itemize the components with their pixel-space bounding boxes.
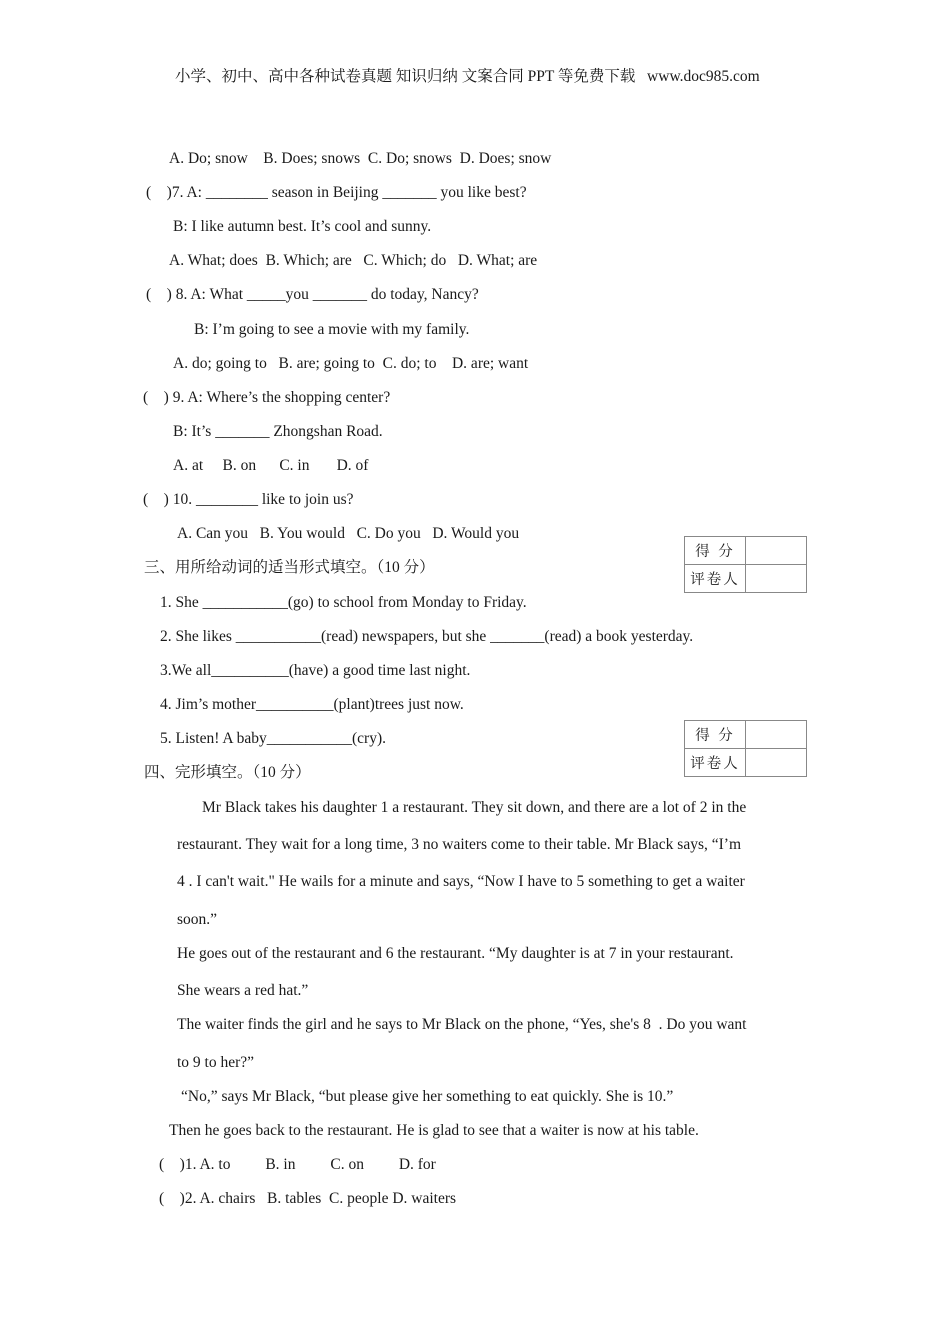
cloze-p5: Then he goes back to the restaurant. He is glad to see that a waiter is now at his table. bbox=[169, 1122, 699, 1139]
q6-options: A. Do; snow B. Does; snows C. Do; snows D. Does; snow bbox=[169, 150, 552, 167]
cloze-p2-line1: He goes out of the restaurant and 6 the restaurant. “My daughter is at 7 in your restaurant. bbox=[177, 945, 734, 962]
cloze-p1-line1: Mr Black takes his daughter 1 a restaurant. They sit down, and there are a lot of 2 in the bbox=[202, 799, 747, 816]
q9-answer-b: B: It’s _______ Zhongshan Road. bbox=[173, 423, 383, 440]
score-box-1 bbox=[684, 536, 807, 593]
q7-options: A. What; does B. Which; are C. Which; do D. What; are bbox=[169, 252, 538, 269]
s3-item-2: 2. She likes ___________(read) newspapers, but she _______(read) a book yesterday. bbox=[160, 628, 694, 645]
grader-cell[interactable] bbox=[746, 565, 807, 593]
grader-label: 评卷人 bbox=[685, 565, 746, 593]
q10-question: ( ) 10. ________ like to join us? bbox=[143, 491, 354, 508]
q7-answer-b: B: I like autumn best. It’s cool and sunny. bbox=[173, 218, 432, 235]
cloze-p1-line3: 4 . I can't wait." He wails for a minute and says, “Now I have to 5 something to get a waiter bbox=[177, 873, 745, 890]
q10-options: A. Can you B. You would C. Do you D. Would you bbox=[177, 525, 520, 542]
cloze-p4: “No,” says Mr Black, “but please give her something to eat quickly. She is 10.” bbox=[181, 1088, 674, 1105]
score-box-2 bbox=[684, 720, 807, 777]
page-header: 小学、初中、高中各种试卷真题 知识归纳 文案合同 PPT 等免费下载 www.doc985.com bbox=[175, 68, 760, 85]
score-cell[interactable] bbox=[746, 721, 807, 749]
s3-item-5: 5. Listen! A baby___________(cry). bbox=[160, 730, 387, 747]
cloze-p3-line2: to 9 to her?” bbox=[177, 1054, 255, 1071]
s3-item-4: 4. Jim’s mother__________(plant)trees just now. bbox=[160, 696, 464, 713]
q9-question: ( ) 9. A: Where’s the shopping center? bbox=[143, 389, 391, 406]
score-label: 得 分 bbox=[685, 721, 746, 749]
q8-question: ( ) 8. A: What _____you _______ do today, Nancy? bbox=[146, 286, 479, 303]
s3-item-1: 1. She ___________(go) to school from Monday to Friday. bbox=[160, 594, 527, 611]
section3-title: 三、用所给动词的适当形式填空。（10 分） bbox=[144, 559, 435, 576]
score-cell[interactable] bbox=[746, 537, 807, 565]
cloze-p3-line1: The waiter finds the girl and he says to Mr Black on the phone, “Yes, she's 8 . Do you want bbox=[177, 1016, 747, 1033]
cloze-q1: ( )1. A. to B. in C. on D. for bbox=[159, 1156, 436, 1173]
grader-cell[interactable] bbox=[746, 749, 807, 777]
q7-question: ( )7. A: ________ season in Beijing _______ you like best? bbox=[146, 184, 527, 201]
q8-options: A. do; going to B. are; going to C. do; to D. are; want bbox=[173, 355, 529, 372]
score-label: 得 分 bbox=[685, 537, 746, 565]
q9-options: A. at B. on C. in D. of bbox=[173, 457, 369, 474]
s3-item-3: 3.We all__________(have) a good time last night. bbox=[160, 662, 471, 679]
cloze-p1-line2: restaurant. They wait for a long time, 3 no waiters come to their table. Mr Black says, “I’m bbox=[177, 836, 742, 853]
cloze-p1-line4: soon.” bbox=[177, 911, 218, 928]
q8-answer-b: B: I’m going to see a movie with my family. bbox=[194, 321, 470, 338]
section4-title: 四、完形填空。（10 分） bbox=[144, 764, 311, 781]
cloze-p2-line2: She wears a red hat.” bbox=[177, 982, 309, 999]
grader-label: 评卷人 bbox=[685, 749, 746, 777]
cloze-q2: ( )2. A. chairs B. tables C. people D. waiters bbox=[159, 1190, 457, 1207]
